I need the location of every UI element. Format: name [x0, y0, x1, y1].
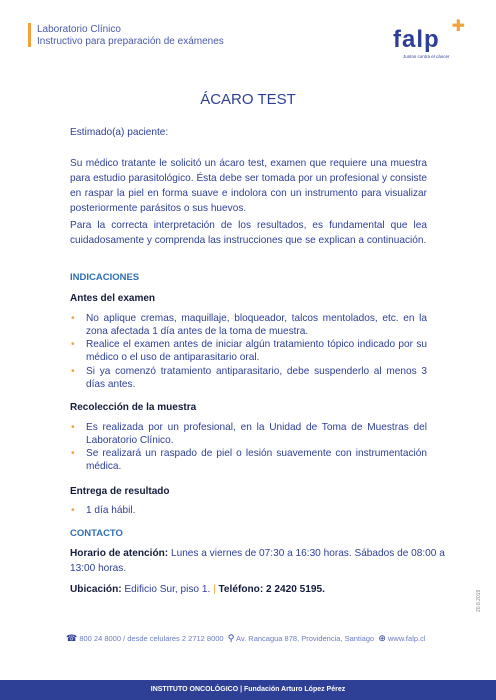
- bullet-icon: •: [71, 448, 75, 460]
- intro-paragraph-2: Para la correcta interpretación de los resultados, es fundamental que lea cuidadosamente y comprenda las instrucciones que se explican a continuación.: [70, 220, 427, 246]
- list-item: • No aplique cremas, maquillaje, bloqueador, talcos mentolados, etc. en la zona afectada 1 día antes de la toma de muestra.: [71, 313, 427, 337]
- bullet-icon: •: [71, 422, 75, 433]
- footer-web[interactable]: www.falp.cl: [388, 634, 426, 643]
- subsection-entrega: Entrega de resultado: [70, 486, 170, 497]
- contact-location: [70, 582, 450, 597]
- footer-contact-strip: [66, 633, 426, 644]
- bullet-icon: •: [71, 365, 75, 377]
- list-item: • 1 día hábil.: [71, 505, 136, 516]
- falp-logo: [393, 18, 467, 60]
- plus-icon: ✚: [451, 18, 465, 35]
- list-entrega: [70, 505, 427, 518]
- location-label: Ubicación:: [70, 584, 122, 595]
- list-item: • Es realizada por un profesional, en la Unidad de Toma de Muestras del Laboratorio Clínico.: [71, 422, 427, 446]
- document-code: 20.8.2019: [476, 589, 482, 612]
- bullet-icon: •: [71, 339, 75, 351]
- separator: |: [213, 584, 216, 595]
- footer-phone[interactable]: 800 24 8000 / desde celulares 2 2712 8000: [79, 634, 224, 643]
- header-subtitle: Instructivo para preparación de exámenes: [37, 36, 224, 47]
- phone-value: 2 2420 5195.: [263, 584, 325, 595]
- list-item: • Se realizará un raspado de piel o lesión suavemente con instrumentación médica.: [71, 448, 427, 473]
- web-icon: ⊕: [378, 633, 386, 643]
- location-value: Edificio Sur, piso 1.: [121, 584, 211, 595]
- subsection-antes: Antes del examen: [70, 293, 156, 304]
- list-antes: [70, 313, 427, 392]
- contact-hours: [70, 546, 450, 576]
- logo-tagline: Juntos contra el cáncer: [403, 54, 450, 59]
- list-item: • Realice el examen antes de iniciar algún tratamiento tópico indicado por su médico o el uso de antiparasitario oral.: [71, 339, 427, 364]
- list-recoleccion: [70, 422, 427, 475]
- bullet-icon: •: [71, 313, 75, 324]
- section-indicaciones: INDICACIONES: [70, 272, 140, 283]
- footer-address: Av. Rancagua 878, Providencia, Santiago: [236, 634, 375, 643]
- phone-label: Teléfono:: [218, 584, 264, 595]
- footer-bar: INSTITUTO ONCOLÓGICO | Fundación Arturo López Pérez: [0, 680, 496, 700]
- list-item: • Si ya comenzó tratamiento antiparasitario, debe suspenderlo al menos 3 días antes.: [71, 365, 427, 390]
- bullet-icon: •: [71, 505, 75, 516]
- document-header: [37, 24, 224, 48]
- logo-word: falp: [393, 26, 440, 53]
- header-accent-bar: [28, 23, 31, 47]
- intro-paragraph: Su médico tratante le solicitó un ácaro test, examen que requiere una muestra para estudio parasitológico. Ésta debe ser tomada por un profesional y consiste en raspar la piel en forma suave e indolora con un instrumento para visualizar posteriormente parásitos o sus huevos.: [70, 158, 427, 214]
- greeting: Estimado(a) paciente:: [70, 127, 169, 138]
- hours-value: Lunes a viernes de 07:30 a 16:30 horas. Sábados de 08:00 a 13:00 horas.: [70, 548, 445, 574]
- page-title: ÁCARO TEST: [200, 91, 296, 108]
- section-contacto: CONTACTO: [70, 528, 123, 539]
- subsection-recoleccion: Recolección de la muestra: [70, 402, 197, 413]
- phone-icon: ☎: [66, 633, 78, 643]
- header-lab-name: Laboratorio Clínico: [37, 24, 121, 35]
- hours-label: Horario de atención:: [70, 548, 169, 559]
- location-pin-icon: ⚲: [227, 633, 235, 643]
